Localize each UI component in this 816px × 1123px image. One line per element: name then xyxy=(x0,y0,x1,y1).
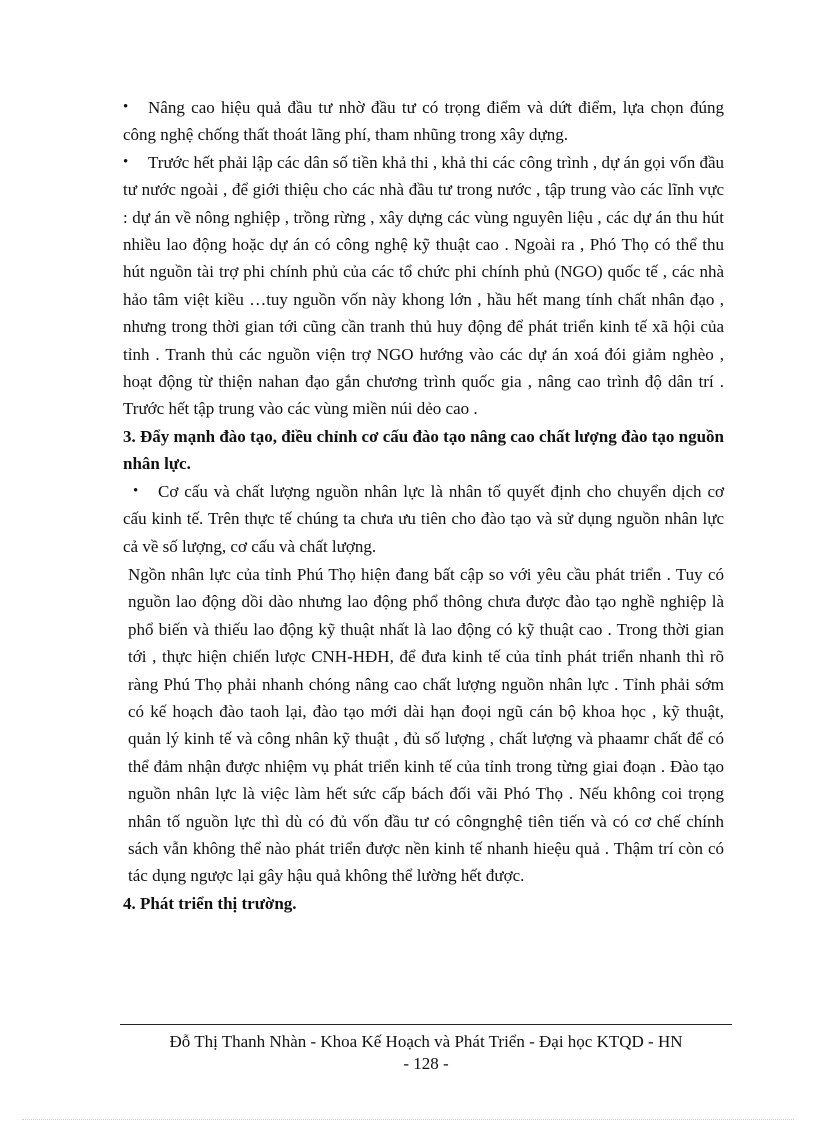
section-heading-3: 3. Đẩy mạnh đào tạo, điều chỉnh cơ cấu đào tạo nâng cao chất lượng đào tạo nguồn nhân lực. xyxy=(123,426,724,474)
page-body xyxy=(98,94,724,917)
page-edge-divider xyxy=(22,1119,794,1120)
page-footer xyxy=(120,1024,732,1075)
paragraph-text: Nâng cao hiệu quả đầu tư nhờ đầu tư có trọng điểm và dứt điểm, lựa chọn đúng công nghệ chống thất thoát lãng phí, tham nhũng trong xây dựng. xyxy=(123,98,724,145)
footer-author-line: Đỗ Thị Thanh Nhàn - Khoa Kế Hoạch và Phát Triển - Đại học KTQD - HN xyxy=(169,1032,683,1051)
bullet-icon: • xyxy=(133,482,139,499)
paragraph-text: Cơ cấu và chất lượng nguồn nhân lực là nhân tố quyết định cho chuyển dịch cơ cấu kinh tế. Trên thực tế chúng ta chưa ưu tiên cho đào tạo và sử dụng nguồn nhân lực cả về số lượng, cơ cấu và chất lượng. xyxy=(123,481,724,556)
page-number: - 128 - xyxy=(403,1054,449,1073)
paragraph-text: Trước hết phải lập các dân số tiền khả thi , khả thi các công trình , dự án gọi vốn đầu tư nước ngoài , để giới thiệu cho các nhà đầu tư trong nước , tập trung vào các lĩnh vực : dự án về nông nghiệp , trồng rừng , xây dựng các vùng nguyên liệu , các dự án thu hút nhiều lao động hoặc dự án có công nghệ kỹ thuật cao . Ngoài ra , Phó Thọ có thể thu hút nguồn tài trợ phi chính phủ của các tổ chức phi chính phủ (NGO) quốc tế , các nhà hảo tâm việt kiều …tuy nguồn vốn này khong lớn , hầu hết mang tính chất nhân đạo , nhưng trong thời gian tới cũng cần tranh thủ huy động để phát triển kinh tế xã hội của tỉnh . Tranh thủ các nguồn viện trợ NGO hướng vào các dự án xoá đói giảm nghèo , hoạt động từ thiện nahan đạo gắn chương trình quốc gia , nâng cao trình độ dân trí . Trước hết tập trung vào các vùng miền núi dẻo cao . xyxy=(123,152,724,419)
bullet-icon: • xyxy=(123,153,129,170)
bullet-paragraph-human-resources xyxy=(98,478,724,560)
bullet-paragraph-investment-efficiency xyxy=(98,94,724,149)
paragraph-phu-tho-labor: Ngồn nhân lực của tỉnh Phú Thọ hiện đang bất cập so với yêu cầu phát triển . Tuy có nguồn lao động dồi dào nhưng lao động phổ thông chưa được đào tạo nghề nghiệp là phổ biến và thiếu lao động kỹ thuật nhất là lao động có kỹ thuật cao . Trong thời gian tới , thực hiện chiến lược CNH-HĐH, để đưa kinh tế của tỉnh phát triển nhanh thì rõ ràng Phú Thọ phải nhanh chóng nâng cao chất lượng nguồn nhân lực . Tỉnh phải sớm có kế hoạch đào taoh lại, đào tạo mới dài hạn đoọi ngũ cán bộ khoa học , kỹ thuật, quản lý kinh tế và công nhân kỹ thuật , đủ số lượng , chất lượng và phaamr chất để có thể đảm nhận được nhiệm vụ phát triển kinh tế của tỉnh trong từng giai đoạn . Đào tạo nguồn nhân lực là việc làm hết sức cấp bách đối vãi Phó Thọ . Nếu không coi trọng nhân tố nguồn lực thì dù có đủ vốn đầu tư có côngnghệ tiên tiến và có cơ chế chính sách vẫn không thể nào phát triển được nền kinh tế nhanh hieệu quả . Thậm trí còn có tác dụng ngược lại gây hậu quả không thể lường hết được. xyxy=(128,564,724,886)
bullet-paragraph-feasibility xyxy=(98,149,724,423)
bullet-icon: • xyxy=(123,99,129,115)
section-heading-4: 4. Phát triển thị trường. xyxy=(123,893,297,913)
